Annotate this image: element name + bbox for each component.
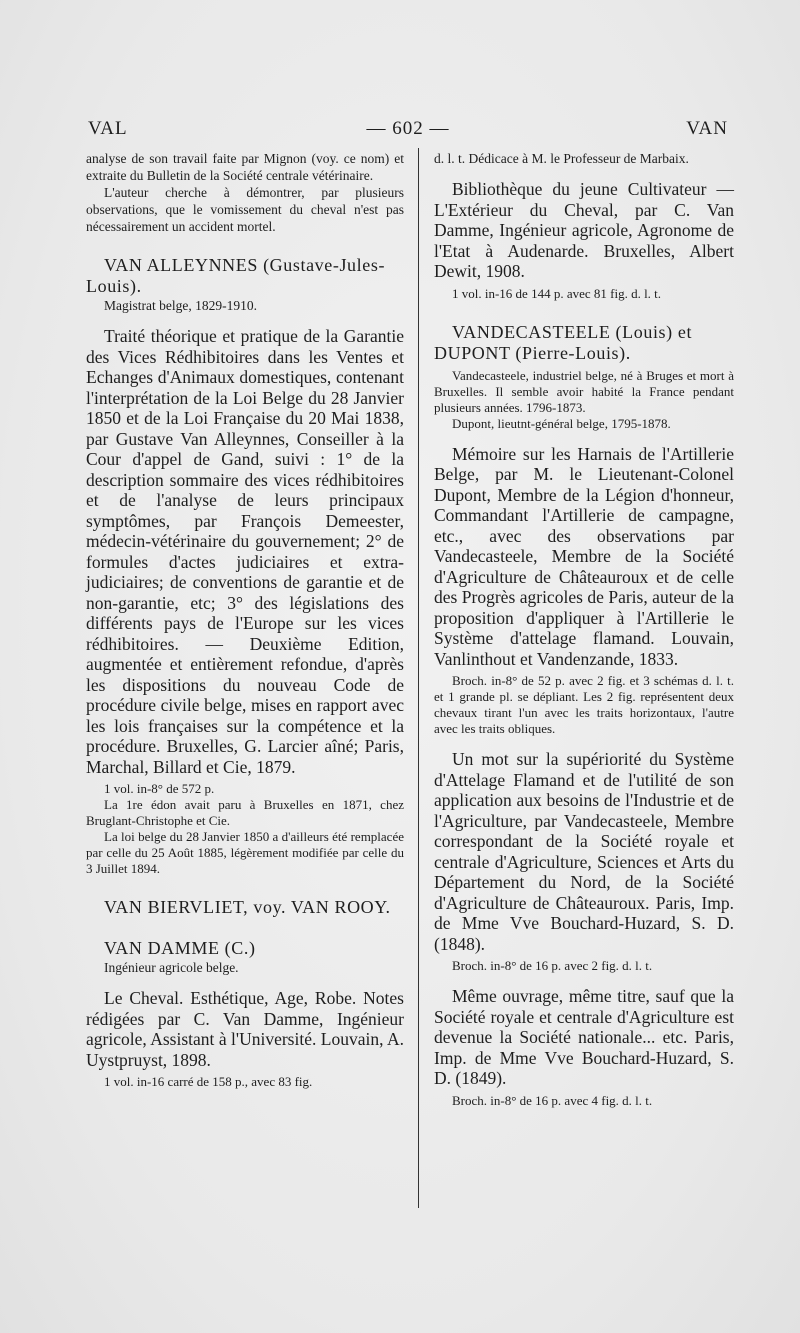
column-divider — [418, 148, 419, 1208]
entry-subtitle: Ingénieur agricole belge. — [104, 960, 239, 975]
bibliographic-note: Broch. in-8° de 16 p. avec 4 fig. d. l. t. — [452, 1092, 653, 1108]
entry-biography: Dupont, lieutnt-général belge, 1795-1878. — [452, 415, 671, 431]
intro-paragraph: L'auteur cherche à démontrer, par plusieurs observations, que le vomissement du cheval n'est pas nécessairement un accident mortel. — [86, 185, 404, 234]
running-head-right: VAN — [686, 118, 728, 139]
work-description: Bibliothèque du jeune Cultivateur — L'Extérieur du Cheval, par C. Van Damme, Ingénieur agricole, Agronome de l'Etat à Audenarde. Bruxelles, Albert Dewit, 1908. — [434, 179, 734, 281]
page-number: — 602 — — [366, 118, 450, 139]
work-description: Mémoire sur les Harnais de l'Artillerie Belge, par M. le Lieutenant-Colonel Dupont, Membre de la Légion d'honneur, Commandant l'Artillerie de campagne, etc., avec des observations par Vandecasteele, Membre de la Société d'Agriculture de Châteauroux et de celle des Progrès agricoles de Paris, auteur de la proposition d'appliquer à l'Artillerie le Système d'attelage flamand. Louvain, Vanlinthout et Vandenzande, 1833. — [434, 443, 734, 669]
entry-heading: VAN ALLEYNNES (Gustave-Jules-Louis). — [86, 255, 386, 296]
left-column — [86, 150, 404, 1090]
bibliographic-note: 1 vol. in-16 de 144 p. avec 81 fig. d. l. t. — [452, 285, 662, 301]
entry-heading: VAN BIERVLIET, voy. VAN ROOY. — [104, 897, 391, 917]
work-description: Traité théorique et pratique de la Garantie des Vices Rédhibitoires dans les Ventes et Echanges d'Animaux domestiques, contenant l'interprétation de la Loi Belge du 28 Janvier 1850 et de la Loi Française du 20 Mai 1838, par Gustave Van Alleynnes, Conseiller à la Cour d'appel de Gand, suivi : 1° de la description sommaire des vices rédhibitoires et de l'analyse de leurs principaux symptômes, par François Demeester, médecin-vétérinaire du gouvernement; 2° de formules d'actes judiciaires et extra-judiciaires; de conventions de garantie et de non-garantie, etc; 3° des législations des différents pays de l'Europe sur les vices rédhibitoires. — Deuxième Edition, augmentée et entièrement refondue, d'après les dispositions du nouveau Code de procédure civile belge, mises en rapport avec les lois françaises sur la compétence et la procédure. Bruxelles, G. Larcier aîné; Paris, Marchal, Billard et Cie, 1879. — [86, 326, 404, 777]
bibliographic-note: La 1re édon avait paru à Bruxelles en 1871, chez Bruglant-Christophe et Cie. — [86, 797, 404, 828]
entry-heading: VAN DAMME (C.) — [104, 938, 256, 958]
running-head — [88, 118, 728, 144]
work-description: Même ouvrage, même titre, sauf que la Société royale et centrale d'Agriculture est devenue la Société nationale... etc. Paris, Imp. de Mme Vve Bouchard-Huzard, S. D. (1849). — [434, 986, 734, 1088]
entry-vandecasteele-dupont — [434, 322, 734, 1109]
bibliographic-note: 1 vol. in-8° de 572 p. — [104, 781, 215, 796]
bibliographic-note: 1 vol. in-16 carré de 158 p., avec 83 fig. — [104, 1074, 313, 1089]
running-head-left: VAL — [88, 118, 128, 139]
entry-van-biervliet — [86, 897, 404, 918]
bibliographic-note: Broch. in-8° de 16 p. avec 2 fig. d. l. t. — [452, 958, 653, 973]
continuation-text: d. l. t. Dédicace à M. le Professeur de Marbaix. — [434, 151, 689, 166]
entry-van-alleynnes — [86, 255, 404, 877]
work-description: Un mot sur la supériorité du Système d'Attelage Flamand et de l'utilité de son application aux besoins de l'Industrie et de l'Agriculture, par Vandecasteele, Membre correspondant de la Société royale et centrale d'Agriculture, Sciences et Arts du Département du Nord, de la Société d'Agriculture de Châteauroux. Paris, Imp. de Mme Vve Bouchard-Huzard, S. D. (1848). — [434, 749, 734, 954]
intro-paragraph: analyse de son travail faite par Mignon (voy. ce nom) et extraite du Bulletin de la Société centrale vétérinaire. — [86, 151, 404, 183]
entry-biography: Vandecasteele, industriel belge, né à Bruges et mort à Bruxelles. Il semble avoir habité la France pendant plusieurs années. 1796-1873. — [434, 367, 734, 415]
right-column — [434, 150, 734, 1109]
entry-subtitle: Magistrat belge, 1829-1910. — [104, 298, 257, 313]
bibliographic-note: La loi belge du 28 Janvier 1850 a d'ailleurs été remplacée par celle du 25 Août 1885, légèrement modifiée par celle du 3 Juillet 1894. — [86, 829, 404, 876]
entry-heading: VANDECASTEELE (Louis) et DUPONT (Pierre-Louis). — [434, 321, 693, 363]
work-description: Le Cheval. Esthétique, Age, Robe. Notes rédigées par C. Van Damme, Ingénieur agricole, Assistant à l'Université. Louvain, A. Uystpruyst, 1898. — [86, 988, 404, 1070]
bibliographic-note: Broch. in-8° de 52 p. avec 2 fig. et 3 schémas d. l. t. et 1 grande pl. se dépliant. Les 2 fig. représentent deux chevaux tirant l'un avec les traits horizontaux, l'autre avec les traits obliques. — [434, 673, 734, 736]
entry-van-damme — [86, 938, 404, 1090]
